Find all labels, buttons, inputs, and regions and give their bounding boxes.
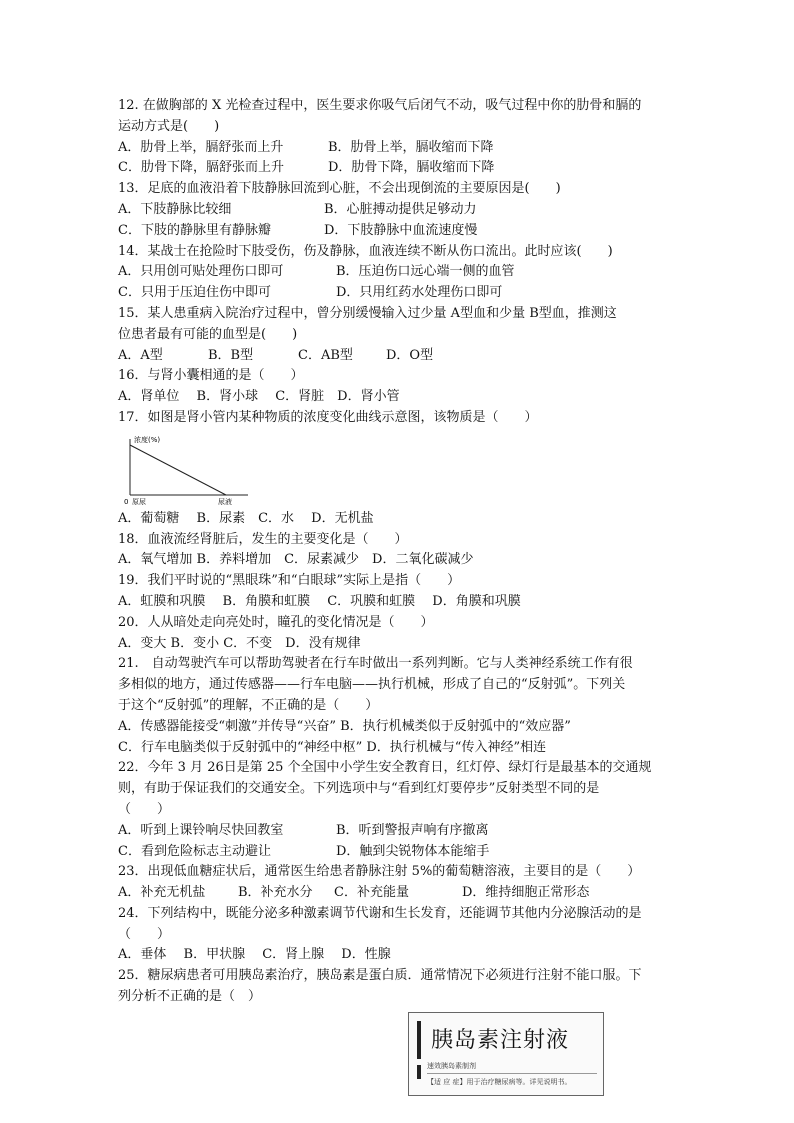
q22-option-a: A．听到上课铃响尽快回教室 [118, 822, 284, 838]
insulin-label-note: 【适 应 症】用于治疗糖尿病等。详见说明书。 [427, 1078, 572, 1086]
q15-option-d: D．O型 [386, 347, 434, 363]
q17-concentration-graph [118, 429, 678, 509]
q23-option-c: C．补充能量 [334, 885, 409, 901]
q19-stem: 19．我们平时说的“黑眼珠”和“白眼球”实际上是指（ ） [118, 573, 461, 589]
q17-stem: 17．如图是肾小管内某种物质的浓度变化曲线示意图，该物质是（ ） [118, 409, 538, 425]
insulin-label-bar [417, 1021, 421, 1059]
q12-options-row2 [118, 158, 678, 179]
q15-stem-line2: 位患者最有可能的血型是( ) [118, 326, 298, 342]
q24-stem-line2: （ ） [118, 926, 171, 942]
q22-option-b: B．听到警报声响有序撤离 [336, 822, 489, 838]
q13-options-row2 [118, 221, 678, 242]
q14-option-a: A．只用创可贴处理伤口即可 [118, 264, 284, 280]
q18-stem: 18．血液流经肾脏后，发生的主要变化是（ ） [118, 531, 408, 547]
q13-option-d: D．下肢静脉中血流速度慢 [324, 222, 478, 238]
exam-page [118, 96, 678, 1008]
q20-options: A．变大 B．变小 C．不变 D．没有规律 [118, 635, 361, 651]
q12-options-row1 [118, 138, 678, 159]
q14-option-c: C．只用于压迫住伤中即可 [118, 285, 271, 301]
q17-graph-x-end: 尿液 [218, 497, 232, 506]
q13-options-row1 [118, 200, 678, 221]
q21-stem-line2: 多相似的地方，通过传感器——行车电脑——执行机械，形成了自己的“反射弧”。下列关 [118, 677, 626, 693]
q12-stem-line1: 12. 在做胸部的 X 光检查过程中，医生要求你吸气后闭气不动，吸气过程中你的肋骨和膈的 [118, 98, 642, 113]
q23-option-a: A．补充无机盐 [118, 885, 206, 901]
q23-option-d: D．维持细胞正常形态 [462, 885, 590, 901]
q25-stem-line1: 25．糖尿病患者可用胰岛素治疗，胰岛素是蛋白质．通常情况下必须进行注射不能口服。下 [118, 968, 642, 984]
q17-graph-x-start: 原尿 [132, 497, 146, 506]
q23-option-b: B．补充水分 [238, 885, 313, 901]
q17-graph-ylabel: 浓度(%) [134, 435, 161, 444]
insulin-label-bar-small [417, 1065, 421, 1079]
q22-options-row1 [118, 821, 678, 842]
q13-option-a: A．下肢静脉比较细 [118, 201, 232, 217]
q22-stem-line1: 22．今年 3 月 26日是第 25 个全国中小学生安全教育日，红灯停、绿灯行是最基本的交通规 [118, 760, 652, 776]
q16-stem: 16．与肾小囊相通的是（ ） [118, 368, 304, 384]
q15-option-a: A．A型 [118, 347, 163, 363]
q16-options: A．肾单位 B．肾小球 C．肾脏 D．肾小管 [118, 389, 400, 405]
insulin-label-subtitle: 速效胰岛素制剂 [427, 1062, 476, 1070]
q22-stem-line3: （ ） [118, 801, 171, 817]
q14-options-row2 [118, 283, 678, 304]
q12-option-d: D．肋骨下降，膈收缩而下降 [328, 160, 495, 176]
q22-option-d: D．触到尖锐物体本能缩手 [336, 843, 490, 859]
q25-stem-line2: 列分析不正确的是（ ） [118, 989, 262, 1005]
q12-stem-line2: 运动方式是( ) [118, 118, 220, 134]
q23-stem: 23．出现低血糖症状后，通常医生给患者静脉注射 5%的葡萄糖溶液，主要目的是（ ） [118, 864, 641, 880]
q18-options: A．氧气增加 B．养料增加 C．尿素减少 D．二氧化碳减少 [118, 552, 474, 568]
q15-option-b: B．B型 [208, 347, 254, 363]
insulin-label-image [408, 1012, 604, 1096]
q17-graph-curve [130, 445, 226, 495]
q21-options-ab: A．传感器能接受“刺激”并传导“兴奋” B．执行机械类似于反射弧中的“效应器” [118, 718, 571, 734]
q13-option-c: C．下肢的静脉里有静脉瓣 [118, 222, 271, 238]
q14-stem: 14．某战士在抢险时下肢受伤，伤及静脉，血液连续不断从伤口流出。此时应该( ) [118, 243, 613, 259]
q22-option-c: C．看到危险标志主动避让 [118, 843, 271, 859]
q15-options [118, 346, 678, 367]
q24-stem-line1: 24．下列结构中，既能分泌多种激素调节代谢和生长发育，还能调节其他内分泌腺活动的是 [118, 905, 642, 921]
insulin-label-title: 胰岛素注射液 [431, 1028, 570, 1053]
q14-option-b: B．压迫伤口远心端一侧的血管 [336, 264, 515, 280]
q12-option-c: C．肋骨下降，膈舒张而上升 [118, 160, 284, 176]
q22-stem-line2: 则，有助于保证我们的交通安全。下列选项中与“看到红灯要停步”反射类型不同的是 [118, 781, 600, 797]
q12-option-b: B．肋骨上举，膈收缩而下降 [328, 139, 494, 155]
q14-option-d: D．只用红药水处理伤口即可 [336, 285, 503, 301]
insulin-label-divider [427, 1073, 597, 1074]
q19-options: A．虹膜和巩膜 B．角膜和虹膜 C．巩膜和虹膜 D．角膜和巩膜 [118, 593, 521, 609]
q17-graph-svg [124, 433, 254, 507]
q21-options-cd: C．行车电脑类似于反射弧中的“神经中枢” D．执行机械与“传入神经”相连 [118, 739, 547, 755]
q20-stem: 20．人从暗处走向亮处时，瞳孔的变化情况是（ ） [118, 614, 434, 630]
q17-options: A．葡萄糖 B．尿素 C．水 D．无机盐 [118, 510, 374, 526]
q15-option-c: C．AB型 [298, 347, 353, 363]
q13-option-b: B．心脏搏动提供足够动力 [324, 201, 477, 217]
q17-graph-origin: 0 [124, 497, 129, 506]
q14-options-row1 [118, 262, 678, 283]
q15-stem-line1: 15．某人患重病入院治疗过程中，曾分别缓慢输入过少量 A型血和少量 B型血，推测这 [118, 305, 617, 321]
q21-stem-line1: 21. 自动驾驶汽车可以帮助驾驶者在行车时做出一系列判断。它与人类神经系统工作有很 [118, 656, 633, 672]
q21-stem-line3: 于这个“反射弧”的理解，不正确的是（ ） [118, 697, 379, 713]
q13-stem: 13．足底的血液沿着下肢静脉回流到心脏，不会出现倒流的主要原因是( ) [118, 181, 561, 197]
q12-option-a: A．肋骨上举，膈舒张而上升 [118, 139, 284, 155]
q23-options [118, 883, 678, 904]
q22-options-row2 [118, 842, 678, 863]
q24-options: A．垂体 B．甲状腺 C．肾上腺 D．性腺 [118, 947, 391, 963]
